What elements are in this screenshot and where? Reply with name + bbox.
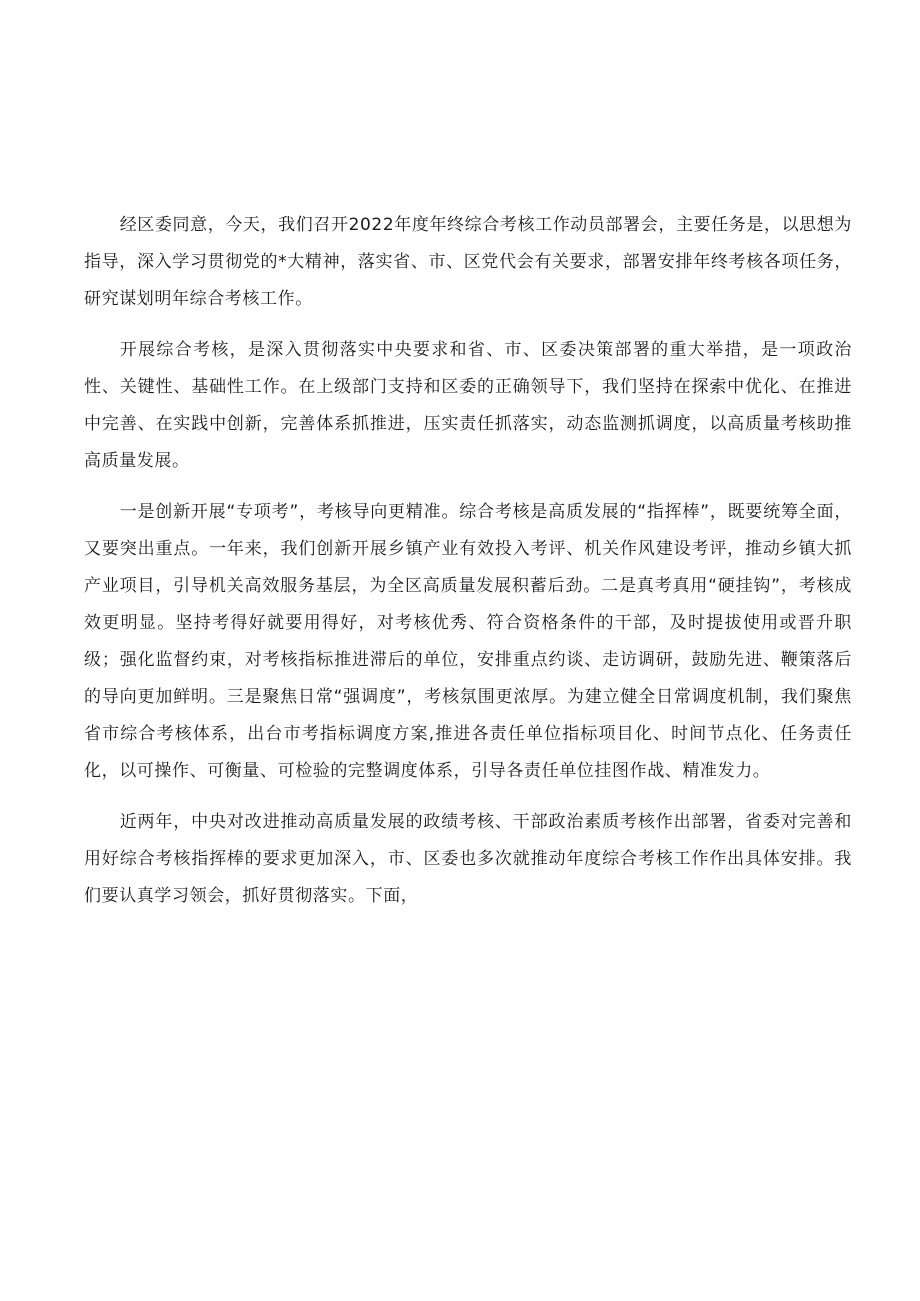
document-body	[84, 207, 852, 929]
paragraph-4: 近两年，中央对改进推动高质量发展的政绩考核、干部政治素质考核作出部署，省委对完善和用好综合考核指挥棒的要求更加深入，市、区委也多次就推动年度综合考核工作作出具体安排。我们要认真学习领会，抓好贯彻落实。下面，	[84, 812, 852, 906]
paragraph-2: 开展综合考核，是深入贯彻落实中央要求和省、市、区委决策部署的重大举措，是一项政治性、关键性、基础性工作。在上级部门支持和区委的正确领导下，我们坚持在探索中优化、在推进中完善、在实践中创新，完善体系抓推进，压实责任抓落实，动态监测抓调度，以高质量考核助推高质量发展。	[84, 340, 852, 471]
paragraph-3: 一是创新开展“专项考”，考核导向更精准。综合考核是高质发展的“指挥棒”，既要统筹全面，又要突出重点。一年来，我们创新开展乡镇产业有效投入考评、机关作风建设考评，推动乡镇大抓产业项目，引导机关高效服务基层，为全区高质量发展积蓄后劲。二是真考真用“硬挂钩”，考核成效更明显。坚持考得好就要用得好，对考核优秀、符合资格条件的干部，及时提拔使用或晋升职级；强化监督约束，对考核指标推进滞后的单位，安排重点约谈、走访调研，鼓励先进、鞭策落后的导向更加鲜明。三是聚焦日常“强调度”，考核氛围更浓厚。为建立健全日常调度机制，我们聚焦省市综合考核体系，出台市考指标调度方案,推进各责任单位指标项目化、时间节点化、任务责任化，以可操作、可衡量、可检验的完整调度体系，引导各责任单位挂图作战、精准发力。	[84, 502, 852, 781]
paragraph-1: 经区委同意，今天，我们召开2022年度年终综合考核工作动员部署会，主要任务是，以思想为指导，深入学习贯彻党的*大精神，落实省、市、区党代会有关要求，部署安排年终考核各项任务，研究谋划明年综合考核工作。	[84, 215, 852, 309]
